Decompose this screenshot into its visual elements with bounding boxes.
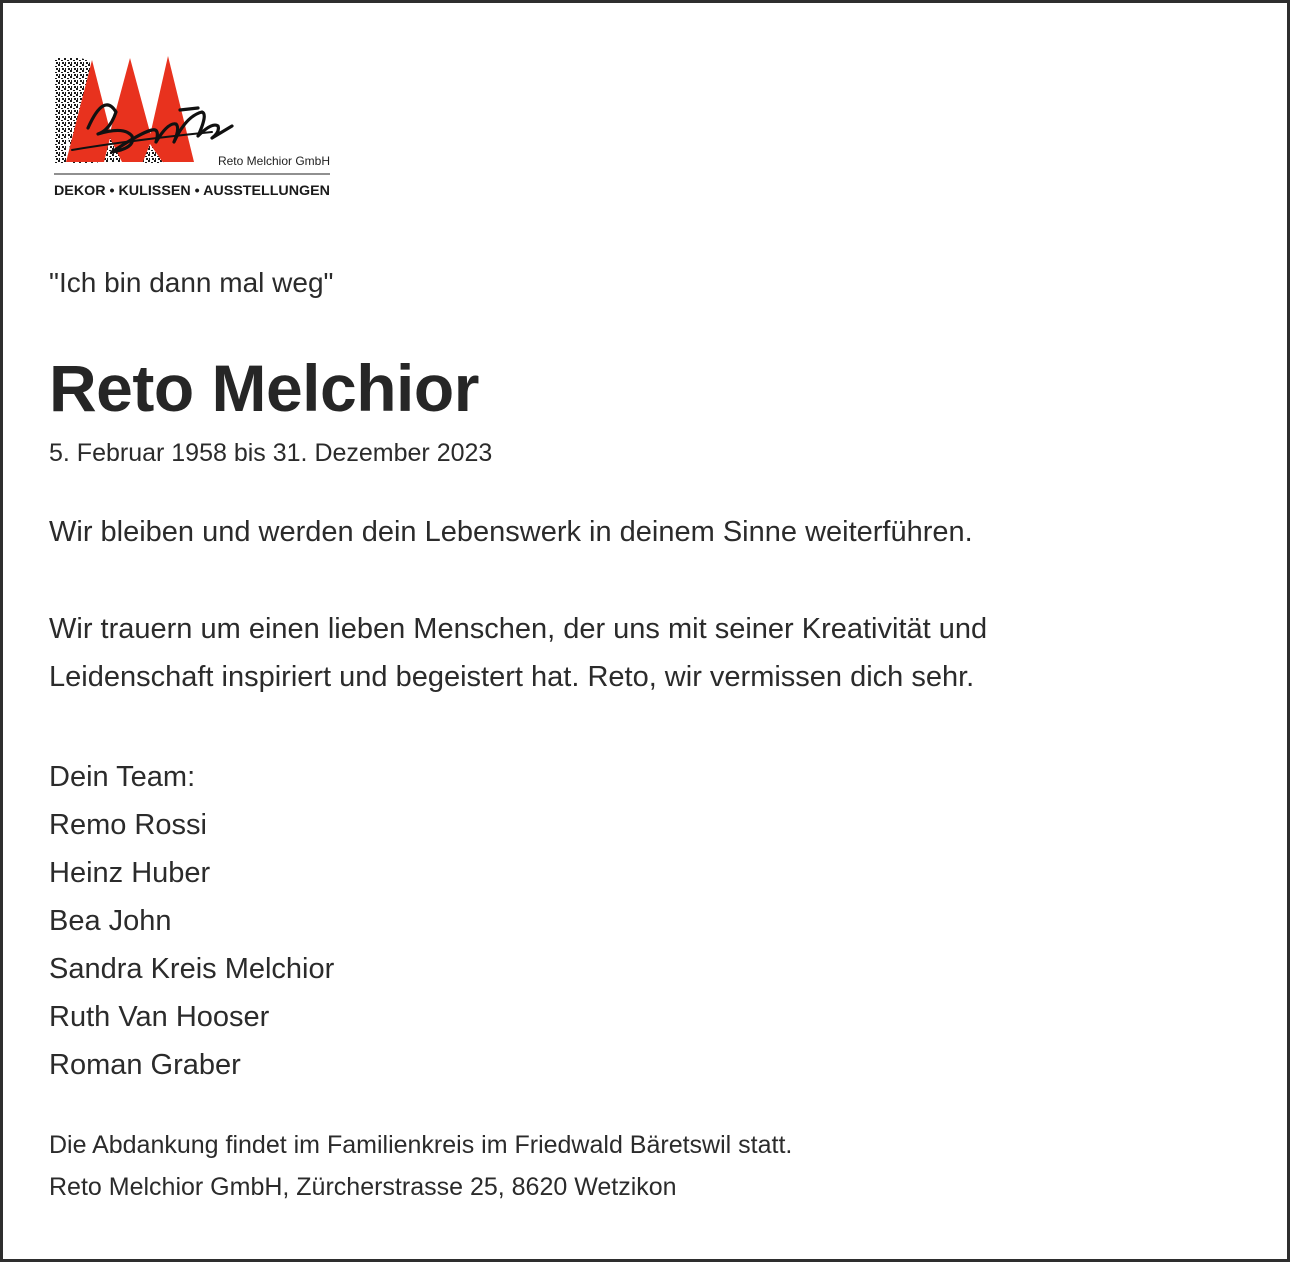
- logo-company-text: Reto Melchior GmbH: [217, 154, 330, 168]
- ceremony-note: Die Abdankung findet im Familienkreis im Friedwald Bäretswil statt.: [49, 1131, 793, 1159]
- team-heading: Dein Team:: [49, 761, 196, 793]
- rma-bauten-logo-icon: [52, 52, 334, 202]
- company-address: Reto Melchior GmbH, Zürcherstrasse 25, 8620 Wetzikon: [49, 1173, 677, 1201]
- team-list: [49, 753, 334, 1089]
- team-member: Ruth Van Hooser: [49, 1001, 270, 1033]
- team-member: Sandra Kreis Melchior: [49, 953, 335, 985]
- logo-tagline: DEKOR • KULISSEN • AUSSTELLUNGEN: [54, 182, 330, 198]
- footer-info: [49, 1124, 792, 1208]
- team-member: Roman Graber: [49, 1049, 241, 1081]
- life-dates: 5. Februar 1958 bis 31. Dezember 2023: [49, 439, 493, 467]
- team-member: Bea John: [49, 905, 172, 937]
- team-member: Heinz Huber: [49, 857, 211, 889]
- deceased-name: Reto Melchior: [49, 351, 479, 425]
- legacy-paragraph: Wir bleiben und werden dein Lebenswerk in deinem Sinne weiterführen.: [49, 516, 973, 548]
- mourning-line: Leidenschaft inspiriert und begeistert hat. Reto, wir vermissen dich sehr.: [49, 661, 975, 693]
- mourning-paragraph: [49, 605, 987, 701]
- motto-quote: "Ich bin dann mal weg": [49, 267, 334, 298]
- team-member: Remo Rossi: [49, 809, 207, 841]
- mourning-line: Wir trauern um einen lieben Menschen, der uns mit seiner Kreativität und: [49, 613, 988, 645]
- company-logo: [52, 52, 334, 202]
